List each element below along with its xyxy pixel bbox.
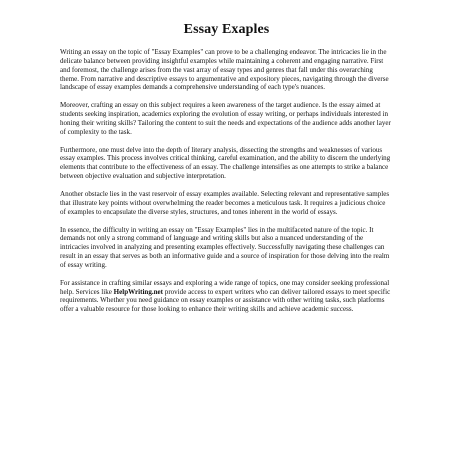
closing-text-before-link: For assistance in crafting similar essays and exploring a wide range of topics, one may consider seeking professional help. Services like <box>60 278 390 296</box>
helpwriting-link[interactable]: HelpWriting.net <box>113 287 164 296</box>
document-title: Essay Exaples <box>183 22 270 37</box>
paragraph-essence: In essence, the difficulty in writing an essay on "Essay Examples" lies in the multifaceted nature of the topic. It demands not only a strong command of language and writing skills but also a nuanced understanding of the intricacies involved in analyzing and presenting examples effectively. Successfully navigating these challenges can result in an essay that serves as both an informative guide and a source of inspiration for those delving into the realm of essay writing. <box>60 225 390 269</box>
paragraph-audience: Moreover, crafting an essay on this subject requires a keen awareness of the target audience. Is the essay aimed at students seeking inspiration, academics exploring the evolution of essay writing, or perhaps individuals interested in honing their writing skills? Tailoring the content to suit the needs and expectations of the audience adds another layer of complexity to the task. <box>60 101 391 136</box>
paragraph-intro: Writing an essay on the topic of "Essay Examples" can prove to be a challenging endeavor. The intricacies lie in the delicate balance between providing insightful examples while maintaining a coherent and engaging narrative. First and foremost, the challenge arises from the vast array of essay types and genres that fall under this overarching theme. From narrative and descriptive essays to argumentative and expository pieces, navigating through the diverse landscape of essay examples demands a comprehensive understanding of each type's nuances. <box>60 48 389 92</box>
closing-text-after-link: provide access to expert writers who can deliver tailored essays to meet specific requirements. Whether you need guidance on essay examples or assistance with other writing tasks, such platforms offer a valuable resource for those looking to enhance their writing skills and achieve academic success. <box>60 287 391 314</box>
paragraph-closing <box>60 279 393 314</box>
paragraph-analysis: Furthermore, one must delve into the depth of literary analysis, dissecting the strengths and weaknesses of various essay examples. This process involves critical thinking, careful examination, and the ability to discern the underlying elements that contribute to the effectiveness of an essay. The challenge intensifies as one attempts to strike a balance between objective evaluation and subjective interpretation. <box>60 145 391 181</box>
document-page <box>60 22 393 323</box>
paragraph-selection: Another obstacle lies in the vast reservoir of essay examples available. Selecting relevant and representative samples that illustrate key points without overwhelming the reader becomes a meticulous task. It requires a judicious choice of examples to encapsulate the diverse styles, structures, and tones inherent in the world of essays. <box>60 189 390 216</box>
